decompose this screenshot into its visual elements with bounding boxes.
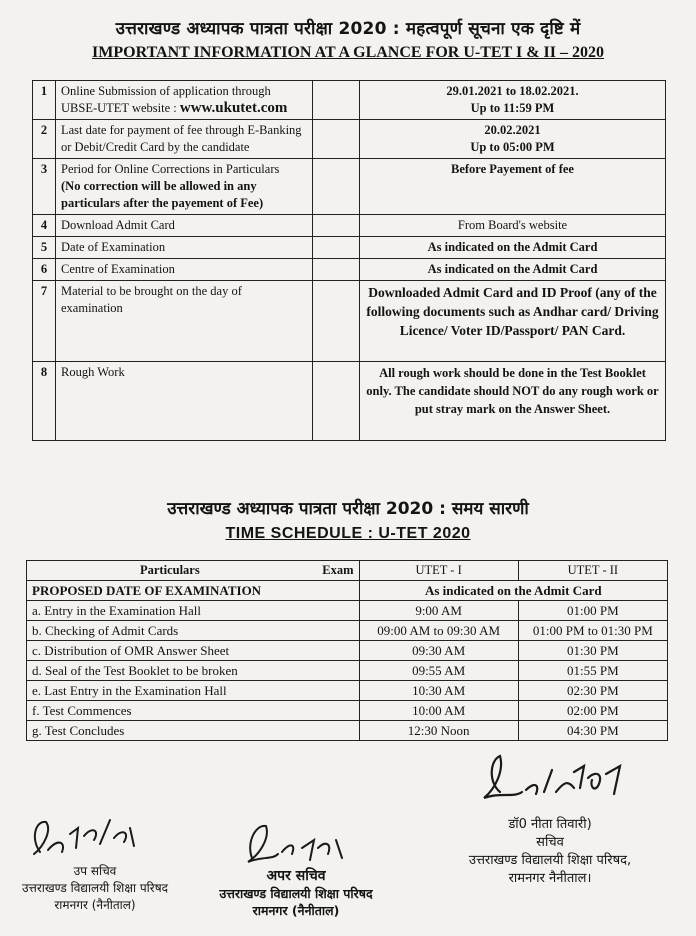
row-number: 5 (33, 237, 56, 259)
secretary-title: सचिव (536, 835, 564, 850)
schedule-row (27, 701, 668, 721)
row-value: Downloaded Admit Card and ID Proof (any of the following documents such as Andhar card/ Driving Licence/ Voter ID/Passport/ PAN Card. (360, 281, 666, 362)
row-value: From Board's website (360, 215, 666, 237)
schedule-row (27, 681, 668, 701)
website-link[interactable]: www.ukutet.com (179, 100, 288, 116)
row-value: Before Payement of fee (360, 159, 666, 215)
row-particular: Last date for payment of fee through E-Banking or Debit/Credit Card by the candidate (56, 120, 313, 159)
utet1-time: 09:00 AM to 09:30 AM (359, 621, 518, 641)
schedule-row (27, 641, 668, 661)
row-number: 7 (33, 281, 56, 362)
row-number: 4 (33, 215, 56, 237)
deputy-secretary-block (0, 862, 190, 913)
row-particular: Period for Online Corrections in Particulars (No correction will be allowed in any particulars after the payement of Fee) (56, 159, 313, 215)
schedule-label: e. Last Entry in the Examination Hall (27, 681, 360, 701)
deputy-secretary-signature (22, 808, 152, 868)
secretary-block (440, 814, 660, 886)
utet1-time: 09:55 AM (359, 661, 518, 681)
info-row (33, 81, 666, 120)
schedule-label: g. Test Concludes (27, 721, 360, 741)
secretary-signature (470, 752, 640, 822)
deputy-title: उप सचिव (73, 864, 117, 878)
schedule-row (27, 721, 668, 741)
utet2-time: 04:30 PM (518, 721, 667, 741)
deputy-place: रामनगर (नैनीताल) (54, 898, 136, 912)
utet2-time: 02:30 PM (518, 681, 667, 701)
utet1-time: 12:30 Noon (359, 721, 518, 741)
row-number: 3 (33, 159, 56, 215)
secretary-org: उत्तराखण्ड विद्यालयी शिक्षा परिषद, (468, 853, 632, 868)
schedule-label: a. Entry in the Examination Hall (27, 601, 360, 621)
schedule-label: d. Seal of the Test Booklet to be broken (27, 661, 360, 681)
utet2-header: UTET - II (518, 561, 667, 581)
schedule-label: f. Test Commences (27, 701, 360, 721)
additional-org: उत्तराखण्ड विद्यालयी शिक्षा परिषद (219, 886, 373, 901)
exam-header: Exam (322, 563, 354, 577)
deputy-org: उत्तराखण्ड विद्यालयी शिक्षा परिषद (21, 881, 169, 895)
additional-secretary-block (196, 866, 396, 919)
info-row (33, 259, 666, 281)
utet2-time: 01:00 PM (518, 601, 667, 621)
row-value: All rough work should be done in the Test Booklet only. The candidate should NOT do any rough work or put stray mark on the Answer Sheet. (360, 362, 666, 441)
secretary-name: डॉ0 नीता तिवारी) (508, 817, 592, 832)
row-number: 2 (33, 120, 56, 159)
schedule-english-title: TIME SCHEDULE : U-TET 2020 (225, 525, 471, 542)
english-title: IMPORTANT INFORMATION AT A GLANCE FOR U-TET I & II – 2020 (92, 44, 604, 61)
row-value: As indicated on the Admit Card (360, 237, 666, 259)
proposed-label: PROPOSED DATE OF EXAMINATION (27, 581, 360, 601)
particulars-header: Particulars Exam (27, 561, 360, 581)
schedule-row (27, 661, 668, 681)
row-particular: Material to be brought on the day of examination (56, 281, 313, 362)
info-row (33, 362, 666, 441)
utet1-time: 10:00 AM (359, 701, 518, 721)
row-value: As indicated on the Admit Card (360, 259, 666, 281)
row-particular: Rough Work (56, 362, 313, 441)
additional-title: अपर सचिव (266, 868, 326, 884)
important-info-table (32, 80, 666, 441)
info-row (33, 281, 666, 362)
utet2-time: 02:00 PM (518, 701, 667, 721)
utet2-time: 01:30 PM (518, 641, 667, 661)
utet1-time: 9:00 AM (359, 601, 518, 621)
info-row (33, 237, 666, 259)
secretary-place: रामनगर नैनीताल। (508, 871, 592, 886)
row-number: 1 (33, 81, 56, 120)
row-particular: Download Admit Card (56, 215, 313, 237)
proposed-value: As indicated on the Admit Card (359, 581, 667, 601)
utet1-time: 10:30 AM (359, 681, 518, 701)
utet1-header: UTET - I (359, 561, 518, 581)
utet2-time: 01:00 PM to 01:30 PM (518, 621, 667, 641)
info-row (33, 215, 666, 237)
info-row (33, 120, 666, 159)
utet2-time: 01:55 PM (518, 661, 667, 681)
row-particular: Centre of Examination (56, 259, 313, 281)
schedule-row (27, 621, 668, 641)
row-value: 20.02.2021 Up to 05:00 PM (360, 120, 666, 159)
schedule-label: b. Checking of Admit Cards (27, 621, 360, 641)
proposed-date-row (27, 581, 668, 601)
additional-place: रामनगर (नैनीताल) (252, 903, 340, 918)
schedule-header-row (27, 561, 668, 581)
time-schedule-table (26, 560, 668, 741)
row-number: 6 (33, 259, 56, 281)
schedule-label: c. Distribution of OMR Answer Sheet (27, 641, 360, 661)
utet1-time: 09:30 AM (359, 641, 518, 661)
row-particular: Online Submission of application through UBSE-UTET website : www.ukutet.com (56, 81, 313, 120)
row-particular: Date of Examination (56, 237, 313, 259)
schedule-hindi-title: उत्तराखण्ड अध्यापक पात्रता परीक्षा 2020 : समय सारणी (167, 499, 529, 519)
schedule-row (27, 601, 668, 621)
info-row (33, 159, 666, 215)
row-value: 29.01.2021 to 18.02.2021. Up to 11:59 PM (360, 81, 666, 120)
hindi-title: उत्तराखण्ड अध्यापक पात्रता परीक्षा 2020 : महत्वपूर्ण सूचना एक दृष्टि में (115, 19, 581, 39)
row-number: 8 (33, 362, 56, 441)
